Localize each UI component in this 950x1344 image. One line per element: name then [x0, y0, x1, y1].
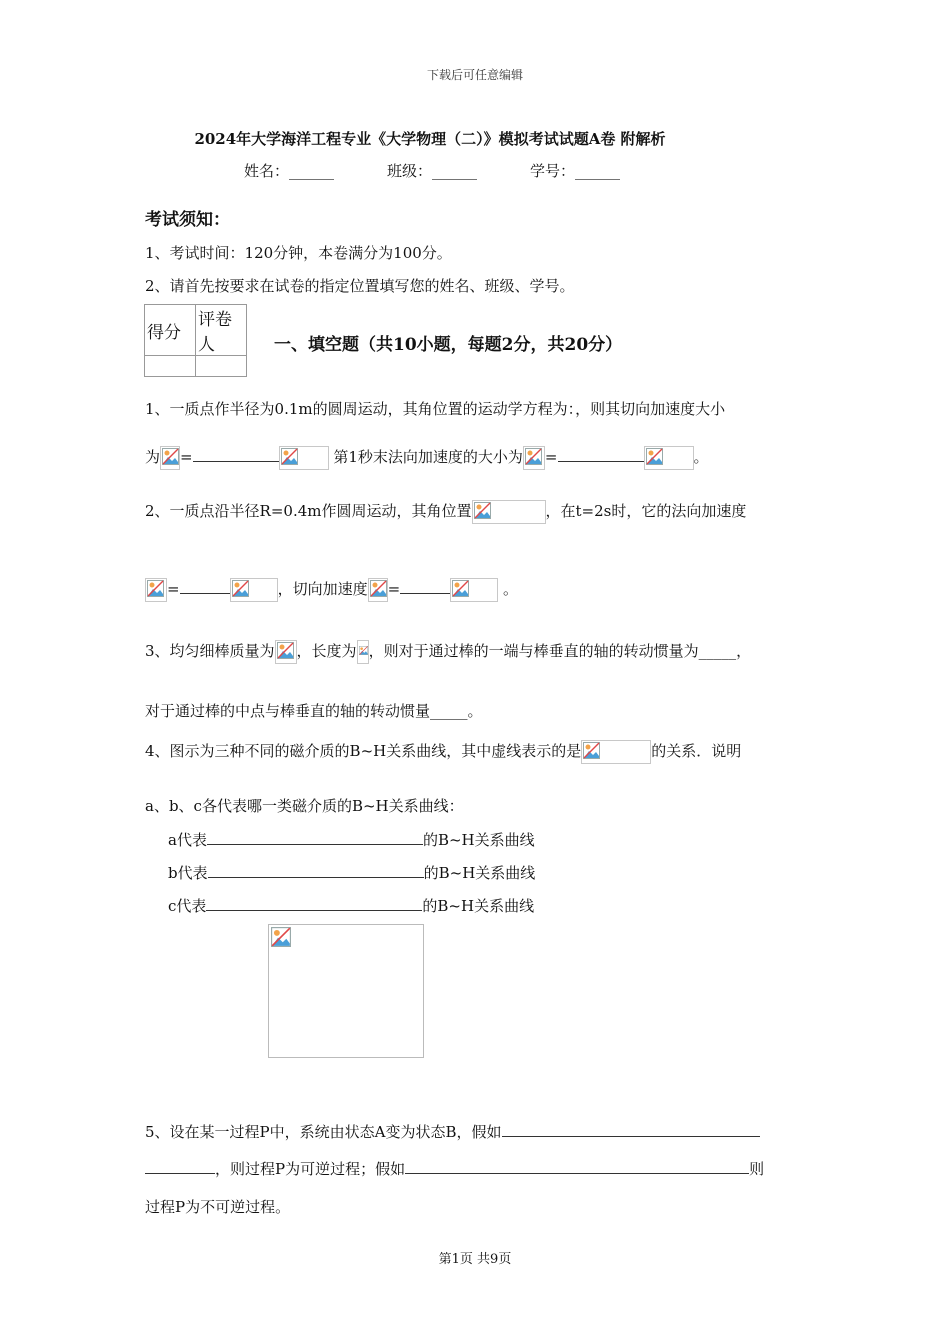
grader-header: 评卷人 — [196, 305, 247, 356]
grader-cell — [196, 356, 247, 377]
class-field — [387, 160, 477, 181]
page-footer: 第1页 共9页 — [438, 1252, 512, 1267]
image-placeholder-icon — [644, 446, 694, 470]
score-table — [144, 304, 247, 377]
score-header: 得分 — [145, 305, 196, 356]
item-suffix: 的B~H关系曲线 — [423, 864, 536, 882]
name-label: 姓名： — [244, 162, 290, 180]
q4-text-a: 4、图示为三种不同的磁介质的B~H关系曲线，其中虚线表示的是 — [145, 742, 582, 760]
class-label: 班级： — [387, 162, 433, 180]
q5-text-a: ，则过程P为可逆过程；假如 — [215, 1160, 406, 1178]
instruction-item: 1、考试时间：120分钟，本卷满分为100分。 — [145, 244, 452, 262]
item-suffix: 的B~H关系曲线 — [422, 831, 535, 849]
id-blank: ______ — [575, 162, 621, 180]
q1-line1: 1、一质点作半径为0.1m的圆周运动，其角位置的运动学方程为：，则其切向加速度大小 — [145, 400, 726, 418]
equals-sign: = — [180, 448, 193, 466]
answer-blank — [558, 447, 644, 462]
image-placeholder-icon — [450, 578, 498, 602]
q2-end: 。 — [502, 580, 518, 598]
id-label: 学号： — [530, 162, 576, 180]
q4-item — [168, 829, 535, 850]
bh-curve-figure — [268, 924, 424, 1058]
q5-line2 — [145, 1158, 764, 1179]
student-id-field — [530, 160, 620, 181]
answer-blank — [207, 830, 423, 845]
instruction-item: 2、请首先按要求在试卷的指定位置填写您的姓名、班级、学号。 — [145, 277, 575, 295]
q2-text-a: 2、一质点沿半径R=0.4m作圆周运动，其角位置 — [145, 502, 472, 520]
q1-line2 — [145, 446, 709, 470]
score-cell — [145, 356, 196, 377]
image-placeholder-icon — [271, 927, 291, 947]
q1-prefix: 为 — [145, 448, 161, 466]
q4-item — [168, 895, 534, 916]
image-placeholder-icon — [368, 578, 388, 602]
answer-blank — [180, 579, 230, 594]
answer-blank — [502, 1122, 760, 1137]
equals-sign: = — [544, 448, 558, 466]
answer-blank — [193, 447, 279, 462]
image-placeholder-icon — [145, 578, 167, 602]
answer-blank — [400, 579, 450, 594]
image-placeholder-icon — [160, 446, 180, 470]
q5-line1 — [145, 1121, 760, 1142]
page-title: 2024年大学海洋工程专业《大学物理（二）》模拟考试试题A卷 附解析 — [194, 130, 666, 148]
q4-line2: a、b、c各代表哪一类磁介质的B~H关系曲线： — [145, 797, 464, 815]
instructions-label: 考试须知： — [145, 210, 230, 230]
class-blank: ______ — [432, 162, 478, 180]
q2-line2 — [145, 578, 518, 602]
name-blank: ______ — [289, 162, 335, 180]
answer-blank — [145, 1159, 215, 1174]
q3-line1 — [145, 640, 751, 664]
q4-line1 — [145, 740, 741, 764]
q3-text-b: ，长度为 — [296, 642, 357, 660]
image-placeholder-icon — [523, 446, 545, 470]
q4-text-b: 的关系．说明 — [651, 742, 742, 760]
q2-line1 — [145, 500, 746, 524]
item-suffix: 的B~H关系曲线 — [422, 897, 535, 915]
q3-line2: 对于通过棒的中点与棒垂直的轴的转动惯量_____。 — [145, 702, 483, 720]
item-label: b代表 — [168, 864, 208, 882]
section-heading: 一、填空题（共10小题，每题2分，共20分） — [274, 335, 623, 355]
q2-text-b: ，在t=2s时，它的法向加速度 — [545, 502, 747, 520]
image-placeholder-icon — [279, 446, 329, 470]
item-label: a代表 — [168, 831, 207, 849]
image-placeholder-icon — [275, 640, 297, 664]
q2-mid: ，切向加速度 — [277, 580, 368, 598]
equals-sign: = — [167, 580, 180, 598]
q1-mid: 第1秒末法向加速度的大小为 — [333, 448, 523, 466]
q3-text-c: ，则对于通过棒的一端与棒垂直的轴的转动惯量为_____， — [368, 642, 752, 660]
q5-text-b: 则 — [749, 1160, 765, 1178]
answer-blank — [405, 1159, 749, 1174]
q4-item — [168, 862, 535, 883]
item-label: c代表 — [168, 897, 207, 915]
q1-end: 。 — [693, 448, 709, 466]
image-placeholder-icon — [581, 740, 651, 764]
equals-sign: = — [387, 580, 401, 598]
image-placeholder-icon — [472, 500, 546, 524]
answer-blank — [206, 896, 422, 911]
name-field — [244, 160, 334, 181]
image-placeholder-icon — [357, 640, 369, 664]
image-placeholder-icon — [230, 578, 278, 602]
q3-text-a: 3、均匀细棒质量为 — [145, 642, 275, 660]
header-note: 下载后可任意编辑 — [426, 68, 523, 82]
answer-blank — [208, 863, 424, 878]
q5-text: 5、设在某一过程P中，系统由状态A变为状态B，假如 — [145, 1123, 502, 1141]
q5-line3: 过程P为不可逆过程。 — [145, 1198, 291, 1216]
